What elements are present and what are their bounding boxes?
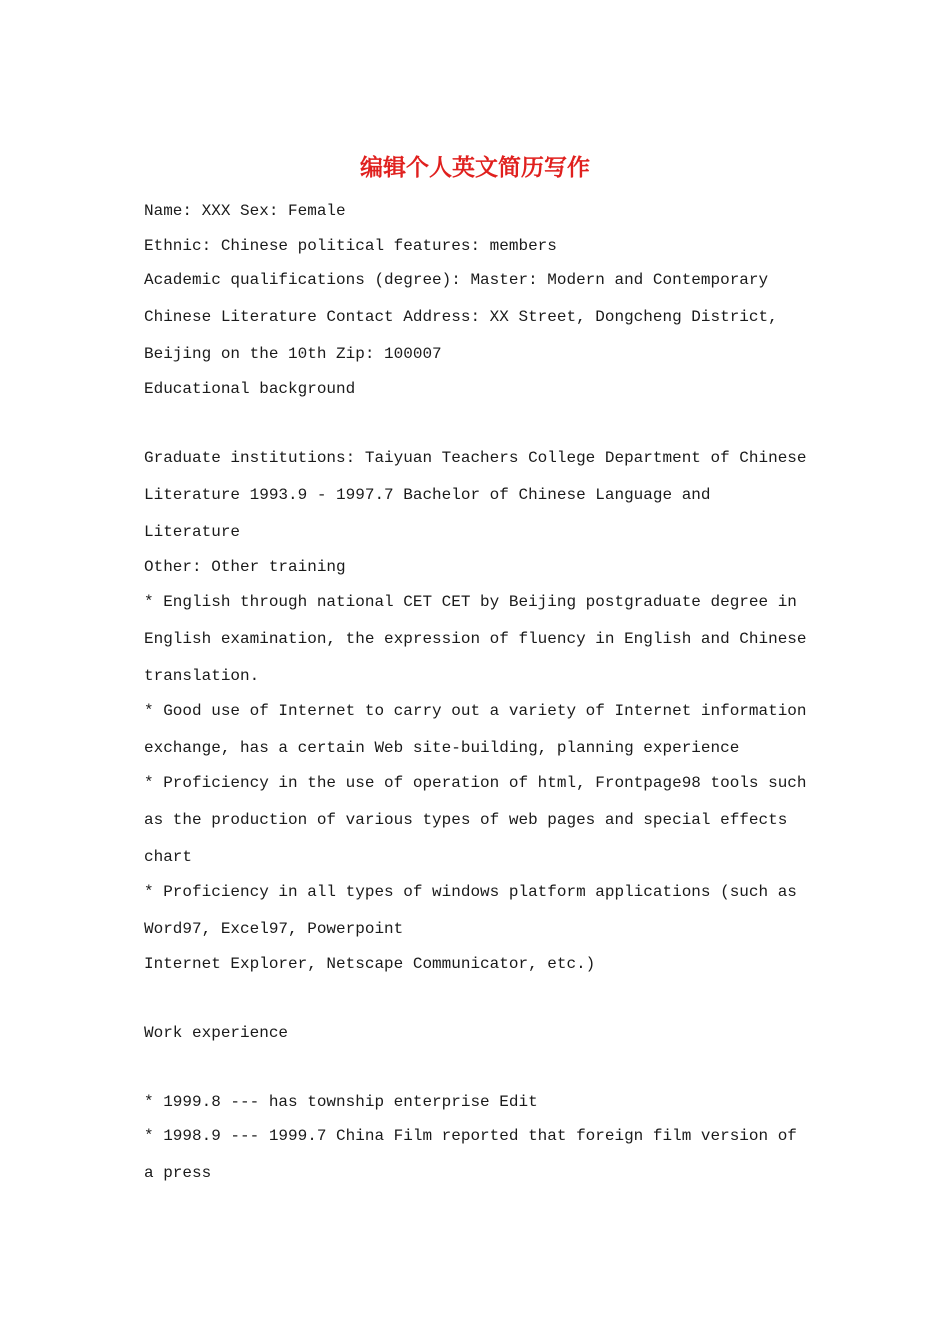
resume-line-other-training: Other: Other training xyxy=(144,558,346,576)
work-item-1998: * 1998.9 --- 1999.7 China Film reported that foreign film version of xyxy=(144,1127,797,1145)
resume-line-qualifications: Academic qualifications (degree): Master: Modern and Contemporary xyxy=(144,271,769,289)
resume-line-zip: Beijing on the 10th Zip: 100007 xyxy=(144,345,442,363)
work-item-1999: * 1999.8 --- has township enterprise Edit xyxy=(144,1093,538,1111)
training-item-html: * Proficiency in the use of operation of html, Frontpage98 tools such xyxy=(144,774,807,792)
training-item-html-cont: as the production of various types of web pages and special effects xyxy=(144,811,788,829)
training-item-html-end: chart xyxy=(144,848,193,866)
training-item-windows-cont: Word97, Excel97, Powerpoint xyxy=(144,920,404,938)
training-item-internet-cont: exchange, has a certain Web site-building, planning experience xyxy=(144,739,740,757)
resume-line-degree: Literature 1993.9 - 1997.7 Bachelor of Chinese Language and xyxy=(144,486,711,504)
resume-line-address: Chinese Literature Contact Address: XX Street, Dongcheng District, xyxy=(144,308,778,326)
section-heading-education: Educational background xyxy=(144,380,356,398)
training-item-windows: * Proficiency in all types of windows platform applications (such as xyxy=(144,883,797,901)
work-item-1998-cont: a press xyxy=(144,1164,212,1182)
document-title: 编辑个人英文简历写作 xyxy=(360,154,590,181)
training-item-windows-end: Internet Explorer, Netscape Communicator, etc.) xyxy=(144,955,596,973)
resume-line-institution: Graduate institutions: Taiyuan Teachers College Department of Chinese xyxy=(144,449,807,467)
training-item-english-cont: English examination, the expression of fluency in English and Chinese xyxy=(144,630,807,648)
training-item-english: * English through national CET CET by Beijing postgraduate degree in xyxy=(144,593,797,611)
resume-line-ethnic: Ethnic: Chinese political features: members xyxy=(144,237,557,255)
resume-line-name-sex: Name: XXX Sex: Female xyxy=(144,202,346,220)
training-item-english-end: translation. xyxy=(144,667,260,685)
training-item-internet: * Good use of Internet to carry out a variety of Internet information xyxy=(144,702,807,720)
section-heading-work: Work experience xyxy=(144,1024,289,1042)
resume-line-degree-cont: Literature xyxy=(144,523,241,541)
